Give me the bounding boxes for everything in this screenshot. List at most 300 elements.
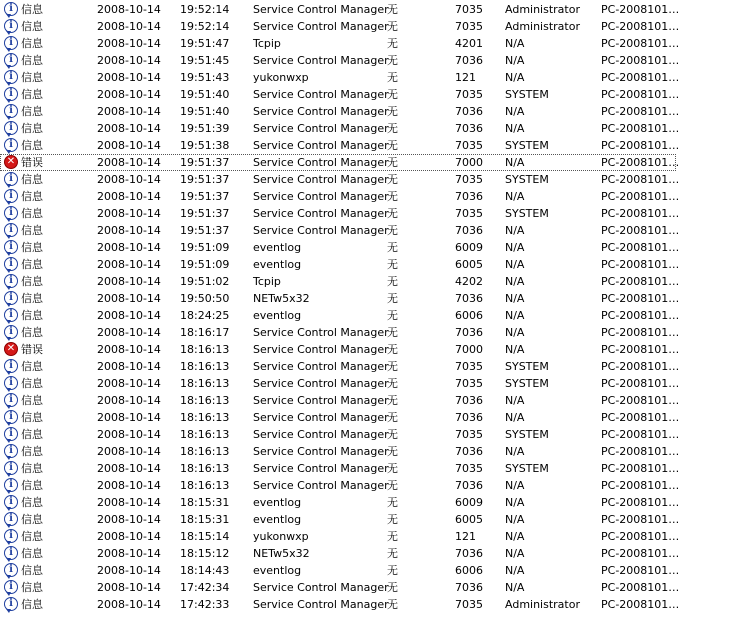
event-source: Service Control Manager (253, 207, 389, 220)
event-user: N/A (505, 71, 525, 84)
event-icon-cell (4, 392, 20, 409)
event-icon-cell (4, 545, 20, 562)
event-category: 无 (387, 428, 398, 441)
event-user: Administrator (505, 3, 580, 16)
event-computer: PC-2008101… (601, 275, 680, 288)
event-source: eventlog (253, 258, 302, 271)
event-icon-cell (4, 69, 20, 86)
event-type: 信息 (21, 190, 43, 203)
event-type: 信息 (21, 275, 43, 288)
event-time: 17:42:34 (180, 581, 230, 594)
event-source: NETw5x32 (253, 292, 310, 305)
event-time: 19:51:38 (180, 139, 230, 152)
table-row[interactable] (0, 290, 730, 307)
event-category: 无 (387, 445, 398, 458)
event-computer: PC-2008101… (601, 326, 680, 339)
info-icon: i (4, 53, 18, 67)
event-user: Administrator (505, 20, 580, 33)
event-id: 4201 (455, 37, 483, 50)
event-id: 7036 (455, 190, 483, 203)
event-computer: PC-2008101… (601, 377, 680, 390)
event-computer: PC-2008101… (601, 411, 680, 424)
table-row[interactable] (0, 358, 730, 375)
event-computer: PC-2008101… (601, 173, 680, 186)
table-row[interactable] (0, 545, 730, 562)
table-row[interactable] (0, 477, 730, 494)
event-computer: PC-2008101… (601, 105, 680, 118)
event-icon-cell (4, 579, 20, 596)
table-row[interactable] (0, 188, 730, 205)
event-category: 无 (387, 224, 398, 237)
event-id: 7035 (455, 462, 483, 475)
event-icon-cell (4, 562, 20, 579)
event-date: 2008-10-14 (97, 309, 161, 322)
event-id: 7036 (455, 581, 483, 594)
event-type: 信息 (21, 377, 43, 390)
event-date: 2008-10-14 (97, 156, 161, 169)
event-date: 2008-10-14 (97, 496, 161, 509)
event-source: eventlog (253, 564, 302, 577)
event-category: 无 (387, 581, 398, 594)
event-time: 19:51:37 (180, 207, 230, 220)
event-time: 19:51:37 (180, 156, 230, 169)
event-source: Service Control Manager (253, 581, 389, 594)
event-time: 18:16:13 (180, 445, 230, 458)
event-user: SYSTEM (505, 360, 549, 373)
event-type: 信息 (21, 411, 43, 424)
table-row[interactable] (0, 375, 730, 392)
event-category: 无 (387, 292, 398, 305)
event-user: N/A (505, 343, 525, 356)
event-id: 6006 (455, 564, 483, 577)
event-id: 6005 (455, 513, 483, 526)
event-type: 信息 (21, 326, 43, 339)
event-computer: PC-2008101… (601, 581, 680, 594)
event-category: 无 (387, 156, 398, 169)
event-date: 2008-10-14 (97, 530, 161, 543)
info-icon: i (4, 597, 18, 611)
event-user: N/A (505, 496, 525, 509)
event-user: SYSTEM (505, 207, 549, 220)
event-computer: PC-2008101… (601, 207, 680, 220)
event-category: 无 (387, 479, 398, 492)
table-row[interactable] (0, 103, 730, 120)
event-type: 信息 (21, 241, 43, 254)
event-category: 无 (387, 394, 398, 407)
event-computer: PC-2008101… (601, 598, 680, 611)
event-source: Tcpip (253, 275, 281, 288)
event-type: 信息 (21, 598, 43, 611)
event-time: 18:15:31 (180, 513, 230, 526)
event-time: 19:51:37 (180, 173, 230, 186)
event-type: 信息 (21, 445, 43, 458)
table-row[interactable] (0, 256, 730, 273)
event-computer: PC-2008101… (601, 139, 680, 152)
event-user: N/A (505, 241, 525, 254)
event-time: 19:51:37 (180, 224, 230, 237)
event-user: N/A (505, 105, 525, 118)
table-row[interactable] (0, 511, 730, 528)
event-date: 2008-10-14 (97, 241, 161, 254)
info-icon: i (4, 104, 18, 118)
event-date: 2008-10-14 (97, 462, 161, 475)
table-row[interactable] (0, 69, 730, 86)
event-icon-cell (4, 426, 20, 443)
info-icon: i (4, 427, 18, 441)
event-date: 2008-10-14 (97, 513, 161, 526)
event-source: Service Control Manager (253, 598, 389, 611)
event-icon-cell (4, 375, 20, 392)
event-icon-cell (4, 256, 20, 273)
event-user: SYSTEM (505, 88, 549, 101)
event-date: 2008-10-14 (97, 54, 161, 67)
event-user: N/A (505, 547, 525, 560)
table-row[interactable] (0, 307, 730, 324)
event-category: 无 (387, 326, 398, 339)
event-icon-cell (4, 205, 20, 222)
event-user: N/A (505, 513, 525, 526)
event-user: N/A (505, 479, 525, 492)
event-computer: PC-2008101… (601, 428, 680, 441)
table-row[interactable] (0, 460, 730, 477)
event-source: Service Control Manager (253, 343, 389, 356)
table-row[interactable] (0, 18, 730, 35)
event-date: 2008-10-14 (97, 292, 161, 305)
event-date: 2008-10-14 (97, 360, 161, 373)
event-source: yukonwxp (253, 71, 309, 84)
table-row[interactable] (0, 528, 730, 545)
event-source: NETw5x32 (253, 547, 310, 560)
event-date: 2008-10-14 (97, 37, 161, 50)
error-icon: ✕ (4, 342, 18, 356)
event-category: 无 (387, 462, 398, 475)
info-icon: i (4, 478, 18, 492)
event-user: N/A (505, 394, 525, 407)
event-date: 2008-10-14 (97, 428, 161, 441)
event-id: 7036 (455, 479, 483, 492)
event-icon-cell (4, 511, 20, 528)
event-id: 7036 (455, 326, 483, 339)
event-source: Service Control Manager (253, 3, 389, 16)
event-id: 4202 (455, 275, 483, 288)
table-row[interactable] (0, 341, 730, 358)
event-computer: PC-2008101… (601, 20, 680, 33)
table-row[interactable] (0, 273, 730, 290)
event-category: 无 (387, 547, 398, 560)
info-icon: i (4, 325, 18, 339)
event-category: 无 (387, 564, 398, 577)
info-icon: i (4, 546, 18, 560)
event-source: eventlog (253, 513, 302, 526)
event-source: Service Control Manager (253, 224, 389, 237)
event-log-list[interactable] (0, 1, 730, 613)
event-computer: PC-2008101… (601, 190, 680, 203)
event-time: 19:51:43 (180, 71, 230, 84)
event-type: 错误 (21, 156, 43, 169)
event-type: 信息 (21, 394, 43, 407)
event-time: 19:51:09 (180, 258, 230, 271)
event-date: 2008-10-14 (97, 3, 161, 16)
event-icon-cell (4, 409, 20, 426)
event-time: 18:15:14 (180, 530, 230, 543)
table-row[interactable] (0, 86, 730, 103)
event-time: 19:51:02 (180, 275, 230, 288)
event-category: 无 (387, 3, 398, 16)
table-row[interactable] (0, 324, 730, 341)
event-type: 信息 (21, 88, 43, 101)
event-icon-cell (4, 494, 20, 511)
event-source: Service Control Manager (253, 156, 389, 169)
table-row[interactable] (0, 35, 730, 52)
event-id: 7035 (455, 3, 483, 16)
event-computer: PC-2008101… (601, 122, 680, 135)
event-type: 信息 (21, 122, 43, 135)
info-icon: i (4, 563, 18, 577)
event-source: Service Control Manager (253, 54, 389, 67)
table-row[interactable] (0, 52, 730, 69)
table-row[interactable] (0, 494, 730, 511)
event-id: 7036 (455, 292, 483, 305)
event-source: Service Control Manager (253, 139, 389, 152)
event-time: 19:52:14 (180, 20, 230, 33)
event-source: Service Control Manager (253, 20, 389, 33)
event-id: 7035 (455, 88, 483, 101)
event-user: N/A (505, 224, 525, 237)
event-time: 18:16:13 (180, 377, 230, 390)
event-computer: PC-2008101… (601, 3, 680, 16)
event-id: 7036 (455, 122, 483, 135)
event-icon-cell (4, 528, 20, 545)
info-icon: i (4, 223, 18, 237)
table-row[interactable] (0, 1, 730, 18)
event-icon-cell (4, 188, 20, 205)
info-icon: i (4, 138, 18, 152)
event-time: 18:16:13 (180, 462, 230, 475)
event-user: N/A (505, 564, 525, 577)
event-date: 2008-10-14 (97, 479, 161, 492)
event-id: 7036 (455, 54, 483, 67)
event-date: 2008-10-14 (97, 88, 161, 101)
event-user: N/A (505, 54, 525, 67)
event-date: 2008-10-14 (97, 139, 161, 152)
event-icon-cell (4, 120, 20, 137)
event-category: 无 (387, 309, 398, 322)
event-type: 错误 (21, 343, 43, 356)
event-user: SYSTEM (505, 428, 549, 441)
info-icon: i (4, 121, 18, 135)
info-icon: i (4, 580, 18, 594)
event-icon-cell (4, 341, 20, 358)
event-icon-cell (4, 460, 20, 477)
event-time: 18:16:13 (180, 360, 230, 373)
info-icon: i (4, 461, 18, 475)
event-id: 7035 (455, 428, 483, 441)
event-type: 信息 (21, 20, 43, 33)
event-computer: PC-2008101… (601, 530, 680, 543)
event-type: 信息 (21, 54, 43, 67)
info-icon: i (4, 393, 18, 407)
event-type: 信息 (21, 581, 43, 594)
info-icon: i (4, 410, 18, 424)
event-computer: PC-2008101… (601, 54, 680, 67)
event-time: 19:50:50 (180, 292, 230, 305)
info-icon: i (4, 291, 18, 305)
event-computer: PC-2008101… (601, 547, 680, 560)
info-icon: i (4, 189, 18, 203)
event-date: 2008-10-14 (97, 173, 161, 186)
event-type: 信息 (21, 428, 43, 441)
event-category: 无 (387, 241, 398, 254)
event-source: Service Control Manager (253, 360, 389, 373)
event-icon-cell (4, 239, 20, 256)
event-id: 7000 (455, 343, 483, 356)
event-date: 2008-10-14 (97, 598, 161, 611)
table-row[interactable] (0, 205, 730, 222)
event-source: Service Control Manager (253, 394, 389, 407)
event-icon-cell (4, 290, 20, 307)
event-date: 2008-10-14 (97, 71, 161, 84)
event-icon-cell (4, 154, 20, 171)
event-computer: PC-2008101… (601, 360, 680, 373)
event-date: 2008-10-14 (97, 343, 161, 356)
event-date: 2008-10-14 (97, 275, 161, 288)
event-time: 19:51:39 (180, 122, 230, 135)
table-row[interactable] (0, 579, 730, 596)
event-icon-cell (4, 477, 20, 494)
event-time: 19:51:40 (180, 88, 230, 101)
event-id: 7035 (455, 598, 483, 611)
event-user: N/A (505, 309, 525, 322)
event-category: 无 (387, 275, 398, 288)
event-source: Service Control Manager (253, 190, 389, 203)
event-icon-cell (4, 35, 20, 52)
event-source: Service Control Manager (253, 428, 389, 441)
table-row[interactable] (0, 426, 730, 443)
event-type: 信息 (21, 309, 43, 322)
info-icon: i (4, 495, 18, 509)
event-user: N/A (505, 581, 525, 594)
event-computer: PC-2008101… (601, 462, 680, 475)
event-time: 18:24:25 (180, 309, 230, 322)
table-row[interactable] (0, 239, 730, 256)
event-user: N/A (505, 122, 525, 135)
event-id: 6009 (455, 496, 483, 509)
event-type: 信息 (21, 207, 43, 220)
table-row[interactable] (0, 596, 730, 613)
event-type: 信息 (21, 173, 43, 186)
event-icon-cell (4, 1, 20, 18)
info-icon: i (4, 2, 18, 16)
error-icon: ✕ (4, 155, 18, 169)
event-computer: PC-2008101… (601, 496, 680, 509)
event-id: 7035 (455, 360, 483, 373)
table-row[interactable] (0, 443, 730, 460)
event-id: 7036 (455, 394, 483, 407)
table-row[interactable] (0, 137, 730, 154)
event-source: Service Control Manager (253, 479, 389, 492)
event-type: 信息 (21, 462, 43, 475)
event-type: 信息 (21, 3, 43, 16)
table-row[interactable] (0, 171, 730, 188)
table-row[interactable] (0, 120, 730, 137)
event-type: 信息 (21, 71, 43, 84)
event-id: 7035 (455, 139, 483, 152)
event-source: eventlog (253, 496, 302, 509)
event-category: 无 (387, 530, 398, 543)
table-row[interactable] (0, 562, 730, 579)
event-date: 2008-10-14 (97, 411, 161, 424)
info-icon: i (4, 206, 18, 220)
event-date: 2008-10-14 (97, 377, 161, 390)
table-row[interactable] (0, 409, 730, 426)
event-icon-cell (4, 324, 20, 341)
event-user: N/A (505, 445, 525, 458)
table-row[interactable] (0, 392, 730, 409)
event-date: 2008-10-14 (97, 224, 161, 237)
event-category: 无 (387, 343, 398, 356)
info-icon: i (4, 70, 18, 84)
event-type: 信息 (21, 513, 43, 526)
event-user: N/A (505, 156, 525, 169)
event-type: 信息 (21, 105, 43, 118)
event-category: 无 (387, 377, 398, 390)
info-icon: i (4, 36, 18, 50)
event-type: 信息 (21, 224, 43, 237)
event-date: 2008-10-14 (97, 20, 161, 33)
event-source: Service Control Manager (253, 377, 389, 390)
event-id: 7036 (455, 105, 483, 118)
event-date: 2008-10-14 (97, 105, 161, 118)
table-row[interactable] (0, 222, 730, 239)
event-date: 2008-10-14 (97, 326, 161, 339)
event-time: 18:16:17 (180, 326, 230, 339)
event-icon-cell (4, 86, 20, 103)
event-type: 信息 (21, 479, 43, 492)
event-icon-cell (4, 137, 20, 154)
event-time: 18:16:13 (180, 394, 230, 407)
event-id: 7035 (455, 20, 483, 33)
event-computer: PC-2008101… (601, 71, 680, 84)
event-source: Service Control Manager (253, 88, 389, 101)
event-computer: PC-2008101… (601, 309, 680, 322)
event-user: SYSTEM (505, 377, 549, 390)
event-id: 7035 (455, 377, 483, 390)
event-computer: PC-2008101… (601, 224, 680, 237)
event-time: 18:15:12 (180, 547, 230, 560)
event-category: 无 (387, 71, 398, 84)
event-user: N/A (505, 530, 525, 543)
event-category: 无 (387, 496, 398, 509)
event-computer: PC-2008101… (601, 394, 680, 407)
table-row[interactable] (0, 154, 680, 171)
event-time: 18:15:31 (180, 496, 230, 509)
event-computer: PC-2008101… (601, 258, 680, 271)
event-category: 无 (387, 258, 398, 271)
info-icon: i (4, 257, 18, 271)
event-category: 无 (387, 139, 398, 152)
event-source: Service Control Manager (253, 445, 389, 458)
event-date: 2008-10-14 (97, 207, 161, 220)
event-time: 19:52:14 (180, 3, 230, 16)
event-source: Service Control Manager (253, 411, 389, 424)
event-time: 19:51:09 (180, 241, 230, 254)
event-user: N/A (505, 37, 525, 50)
info-icon: i (4, 529, 18, 543)
event-category: 无 (387, 37, 398, 50)
event-computer: PC-2008101… (601, 513, 680, 526)
event-icon-cell (4, 273, 20, 290)
event-date: 2008-10-14 (97, 547, 161, 560)
